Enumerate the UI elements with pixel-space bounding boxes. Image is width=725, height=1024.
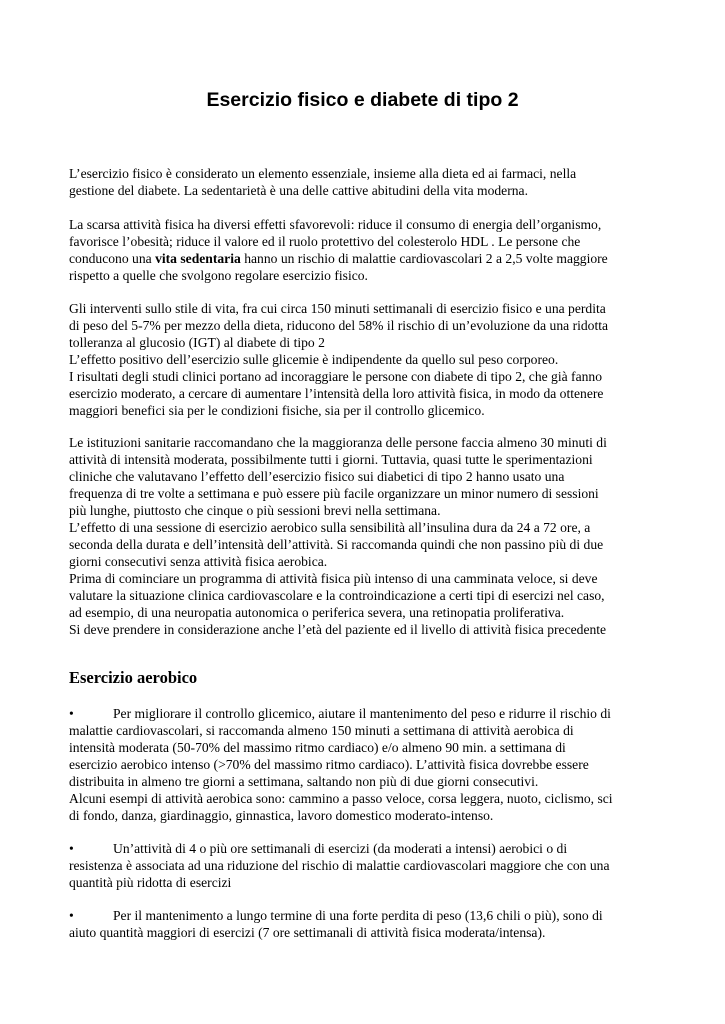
text-line: cliniche che valutavano l’effetto dell’esercizio fisico sui diabetici di tipo 2 hanno usato una: [69, 469, 565, 484]
text-line: quantità più ridotta di esercizi: [69, 875, 232, 890]
bullet-item: [69, 840, 659, 891]
text-fragment: Per migliorare il controllo glicemico, aiutare il mantenimento del peso e ridurre il rischio di: [113, 706, 611, 721]
bullet-icon: •: [69, 908, 74, 923]
text-line: L’esercizio fisico è considerato un elemento essenziale, insieme alla dieta ed ai farmaci, nella: [69, 166, 577, 181]
section-heading: Esercizio aerobico: [69, 668, 198, 687]
text-line: seconda della durata e dell’intensità dell’attività. Si raccomanda quindi che non passino più di due: [69, 537, 604, 552]
text-line: malattie cardiovascolari, si raccomanda almeno 150 minuti a settimana di attività aerobica di: [69, 723, 574, 738]
text-line: [69, 250, 659, 267]
text-fragment: Per il mantenimento a lungo termine di una forte perdita di peso (13,6 chili o più), sono di: [113, 908, 603, 923]
text-line: ad esempio, di una neuropatia autonomica o periferica severa, una retinopatia proliferativa.: [69, 605, 565, 620]
text-line: rispetto a quelle che svolgono regolare esercizio fisico.: [69, 268, 368, 283]
text-line: esercizio aerobico intenso (>70% del massimo ritmo cardiaco). L’attività fisica dovrebbe essere: [69, 757, 589, 772]
text-line: Alcuni esempi di attività aerobica sono: cammino a passo veloce, corsa leggera, nuoto, ciclismo, sci: [69, 791, 613, 806]
text-line: favorisce l’obesità; riduce il valore ed il ruolo protettivo del colesterolo HDL . Le persone che: [69, 234, 581, 249]
bullet-icon: •: [69, 841, 74, 856]
text-fragment: hanno un rischio di malattie cardiovascolari 2 a 2,5 volte maggiore: [240, 251, 608, 266]
text-line: Gli interventi sullo stile di vita, fra cui circa 150 minuti settimanali di esercizio fisico e una perdita: [69, 301, 606, 316]
lifestyle-interventions-paragraph: [69, 300, 659, 419]
text-line: valutare la situazione clinica cardiovascolare e la controindicazione a certi tipi di esercizi nel caso,: [69, 588, 605, 603]
emphasis-vita-sedentaria: vita sedentaria: [155, 251, 241, 266]
text-line: gestione del diabete. La sedentarietà è una delle cattive abitudini della vita moderna.: [69, 183, 528, 198]
bullet-icon: •: [69, 706, 74, 721]
text-line: Prima di cominciare un programma di attività fisica più intenso di una camminata veloce, si deve: [69, 571, 598, 586]
text-line: tolleranza al glucosio (IGT) al diabete di tipo 2: [69, 335, 325, 350]
text-line: più lunghe, piuttosto che cinque o più sessioni brevi nella settimana.: [69, 503, 441, 518]
bullet-item: [69, 705, 659, 824]
text-line: giorni consecutivi senza attività fisica aerobica.: [69, 554, 328, 569]
text-line: attività di intensità moderata, possibilmente tutti i giorni. Tuttavia, quasi tutte le sperimentazioni: [69, 452, 593, 467]
text-line: intensità moderata (50-70% del massimo ritmo cardiaco) e/o almeno 90 min. a settimana di: [69, 740, 566, 755]
text-line: aiuto quantità maggiori di esercizi (7 ore settimanali di attività fisica moderata/intensa).: [69, 925, 546, 940]
text-line: [69, 705, 659, 722]
text-line: L’effetto positivo dell’esercizio sulle glicemie è indipendente da quello sul peso corporeo.: [69, 352, 559, 367]
intro-paragraph: [69, 165, 659, 199]
text-line: frequenza di tre volte a settimana e può essere più facile organizzare un minor numero di sessioni: [69, 486, 599, 501]
text-line: [69, 840, 659, 857]
text-line: esercizio moderato, a cercare di aumentare l’intensità della loro attività fisica, in modo da ottenere: [69, 386, 604, 401]
text-fragment: Un’attività di 4 o più ore settimanali di esercizi (da moderati a intensi) aerobici o di: [113, 841, 568, 856]
text-line: maggiori benefici sia per le condizioni fisiche, sia per il controllo glicemico.: [69, 403, 485, 418]
text-line: resistenza è associata ad una riduzione del rischio di malattie cardiovascolari maggiore che con una: [69, 858, 610, 873]
text-line: Le istituzioni sanitarie raccomandano che la maggioranza delle persone faccia almeno 30 minuti di: [69, 435, 607, 450]
page-title: Esercizio fisico e diabete di tipo 2: [206, 89, 519, 111]
recommendations-paragraph: [69, 434, 659, 638]
text-line: Si deve prendere in considerazione anche l’età del paziente ed il livello di attività fisica precedente: [69, 622, 607, 637]
text-line: La scarsa attività fisica ha diversi effetti sfavorevoli: riduce il consumo di energia dell’organismo,: [69, 217, 602, 232]
text-line: distribuita in almeno tre giorni a settimana, saltando non più di due giorni consecutivi.: [69, 774, 539, 789]
text-line: [69, 907, 659, 924]
sedentary-effects-paragraph: [69, 216, 659, 284]
text-fragment: conducono una: [69, 251, 156, 266]
text-line: di fondo, danza, giardinaggio, ginnastica, lavoro domestico moderato-intenso.: [69, 808, 494, 823]
text-line: L’effetto di una sessione di esercizio aerobico sulla sensibilità all’insulina dura da 24 a 72 ore, a: [69, 520, 591, 535]
text-line: I risultati degli studi clinici portano ad incoraggiare le persone con diabete di tipo 2, che già fanno: [69, 369, 603, 384]
bullet-item: [69, 907, 659, 941]
text-line: di peso del 5-7% per mezzo della dieta, riducono del 58% il rischio di un’evoluzione da una ridotta: [69, 318, 609, 333]
